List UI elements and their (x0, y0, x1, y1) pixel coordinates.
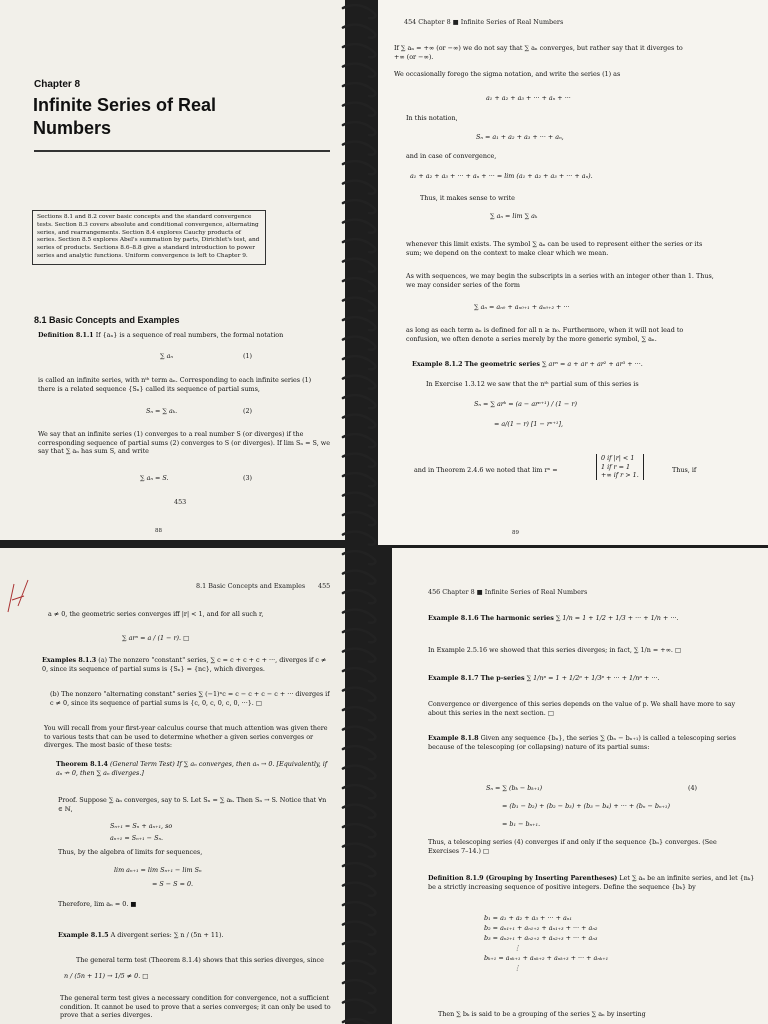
spiral-coil (343, 103, 376, 116)
spiral-coil (343, 376, 376, 389)
geometric-conclusion-text: a ≠ 0, the geometric series converges iff |r| < 1, and for all such r, (48, 610, 264, 618)
definition-8-1-1 (38, 331, 328, 340)
theorem-8-1-4 (56, 760, 332, 777)
case-3: +∞ if r > 1. (601, 471, 639, 480)
spiral-coil (343, 980, 376, 993)
telescoping-equation-2: = (b₁ − b₂) + (b₂ − b₃) + (b₃ − b₄) + ··· + (bₙ − bₙ₊₁) (502, 802, 670, 810)
example-equation: ∑ 1/nᵖ = 1 + 1/2ᵖ + 1/3ᵖ + ··· + 1/nᵖ + ···. (526, 674, 660, 682)
harmonic-divergence-text: In Example 2.5.16 we showed that this series diverges; in fact, ∑ 1/n = +∞. □ (428, 646, 682, 654)
spiral-coil (343, 824, 376, 837)
spiral-coil (343, 629, 376, 642)
chapter-label: Chapter 8 (34, 79, 81, 90)
series-expansion: a₁ + a₂ + a₃ + ··· + aₙ + ··· (486, 94, 571, 102)
example-equation: ∑ 1/n = 1 + 1/2 + 1/3 + ··· + 1/n + ···. (555, 614, 679, 622)
proof-equation-2: aₙ₊₁ = Sₙ₊₁ − Sₙ. (110, 834, 164, 842)
spiral-coil (343, 5, 376, 18)
theorem-text: (General Term Test) If ∑ aₙ converges, then aₙ → 0. [Equivalently, if aₙ ↛ 0, then ∑ aₙ diverges.] (56, 760, 328, 777)
running-header: 454 Chapter 8 ■ Infinite Series of Real Numbers (404, 18, 564, 26)
spiral-coil (343, 785, 376, 798)
spiral-coil (343, 161, 376, 174)
limit-equation-1: lim aₙ₊₁ = lim Sₙ₊₁ − lim Sₙ (114, 866, 202, 874)
partial-sum-equation: Sₙ = a₁ + a₂ + a₃ + ··· + aₙ, (476, 133, 564, 141)
geometric-sum-formula: ∑ arⁿ = a / (1 − r). □ (122, 634, 190, 642)
example-a-text: (a) The nonzero "constant" series, ∑ c = c + c + c + ···, diverges if c ≠ 0, since its sequence of partial sums is {Sₙ} = {nc}, which diverges. (42, 656, 327, 673)
spiral-coil (343, 844, 376, 857)
vertical-ellipsis: ⋮ (514, 943, 521, 952)
infinite-series-text: is called an infinite series, with nᵗʰ term aₙ. Corresponding to each infinite series (1) there is a related sequence {Sₙ} called its sequence of partial sums, (38, 376, 312, 393)
spiral-coil (343, 727, 376, 740)
spiral-coil (343, 688, 376, 701)
book-page-453 (0, 0, 345, 540)
spiral-coil (343, 961, 376, 974)
example-8-1-6 (428, 614, 748, 623)
spiral-coil (343, 83, 376, 96)
spiral-coil (343, 922, 376, 935)
geometric-partial-sum-simplified: = a/(1 − r) [1 − rⁿ⁺¹], (494, 420, 563, 428)
grouping-then-text: Then ∑ bₖ is said to be a grouping of the series ∑ aₙ by inserting (438, 1010, 646, 1018)
necessary-condition-text: The general term test gives a necessary condition for convergence, not a sufficient condition. It cannot be used to prove that a series converges; it can only be used to prove that a series diverges. (60, 994, 331, 1020)
spiral-coil (343, 551, 376, 564)
spiral-coil (343, 707, 376, 720)
notation-text: In this notation, (406, 114, 458, 122)
equation-2: Sₙ = ∑ aₖ. (146, 407, 178, 415)
spiral-binding (335, 0, 395, 1024)
book-page-454 (378, 0, 768, 545)
section-title: 8.1 Basic Concepts and Examples (34, 315, 180, 325)
telescoping-text: Thus, a telescoping series (4) converges if and only if the sequence {bₙ} converges. (See Exercises 7–14.) □ (428, 838, 717, 855)
spiral-coil (343, 278, 376, 291)
diverge-text: If ∑ aₙ = +∞ (or −∞) we do not say that ∑ aₙ converges, but rather say that it diverges to +∞ (or −∞). (394, 44, 683, 61)
printed-page-number: 453 (174, 498, 187, 506)
spiral-coil (343, 239, 376, 252)
spiral-coil (343, 766, 376, 779)
definition-title: (Grouping by Inserting Parentheses) (485, 874, 618, 882)
spiral-coil (343, 415, 376, 428)
spiral-coil (343, 1019, 376, 1024)
case-1: 0 if |r| < 1 (601, 454, 635, 462)
example-title: The p-series (480, 674, 525, 682)
example-label: Example 8.1.6 (428, 614, 479, 622)
book-page-455 (0, 548, 345, 1024)
book-page-456 (392, 548, 768, 1024)
spiral-coil (343, 805, 376, 818)
spiral-coil (343, 64, 376, 77)
spiral-coil (343, 902, 376, 915)
sum-limit-equation: ∑ aₙ = lim ∑ aₖ (490, 212, 538, 220)
sense-text: Thus, it makes sense to write (420, 194, 515, 202)
algebra-text: Thus, by the algebra of limits for sequences, (58, 848, 203, 856)
running-header: 8.1 Basic Concepts and Examples (196, 582, 306, 590)
limit-equation: a₁ + a₂ + a₃ + ··· + aₙ + ··· = lim (a₁ + a₂ + a₃ + ··· + aₙ). (410, 172, 593, 180)
definition-text: Let ∑ aₙ be an infinite series, and let {nₖ} be a strictly increasing sequence of positive integers. Define the sequence {bₖ} by (428, 874, 755, 891)
spiral-coil (343, 298, 376, 311)
b-equation-1: b₁ = a₁ + a₂ + a₃ + ··· + aₙ₁ (484, 914, 572, 922)
examples-label: Examples 8.1.3 (42, 656, 97, 664)
example-label: Example 8.1.7 (428, 674, 479, 682)
chapter-title-line2: Numbers (33, 118, 112, 138)
forego-text: We occasionally forego the sigma notation, and write the series (1) as (394, 70, 621, 78)
spiral-coil (343, 181, 376, 194)
grouping-equations (484, 914, 608, 974)
proof-equation-1: Sₙ₊₁ = Sₙ + aₙ₊₁, so (110, 822, 173, 830)
example-b-text: (b) The nonzero "alternating constant" series ∑ (−1)ⁿc = c − c + c − c + ··· diverges if c ≠ 0, since its sequence of partial sums is {c, 0, c, 0, c, 0, ···}. □ (50, 690, 330, 707)
b-equation-2: b₂ = aₙ₁₊₁ + aₙ₁₊₂ + aₙ₁₊₃ + ··· + aₙ₂ (484, 923, 598, 932)
spiral-coil (343, 571, 376, 584)
general-term-text: The general term test (Theorem 8.1.4) shows that this series diverges, since (76, 956, 324, 964)
spiral-coil (343, 941, 376, 954)
equation-3: ∑ aₙ = S. (140, 474, 169, 482)
sheet-number: 88 (155, 528, 162, 534)
example-8-1-8 (428, 734, 758, 751)
spiral-coil (343, 142, 376, 155)
definition-8-1-9 (428, 874, 758, 891)
spiral-coil (343, 590, 376, 603)
recall-text: You will recall from your first-year calculus course that much attention was given there to various tests that can be used to determine whether a given series converges or diverges. The most basic of these tests: (44, 724, 328, 750)
example-text: A divergent series: ∑ n / (5n + 11). (110, 931, 224, 939)
sheet-number: 89 (512, 530, 519, 536)
case-2: 1 if r = 1 (601, 462, 631, 471)
spiral-coil (343, 493, 376, 506)
proof-text: Proof. Suppose ∑ aₙ converges, say to S. Let Sₙ = ∑ aₖ. Then Sₙ → S. Notice that ∀n ∈ ℕ, (58, 796, 327, 813)
example-equation: ∑ arⁿ = a + ar + ar² + ar³ + ···. (541, 360, 643, 368)
spiral-coil (343, 25, 376, 38)
spiral-coil (343, 649, 376, 662)
example-label: Example 8.1.2 (412, 360, 463, 368)
example-label: Example 8.1.5 (58, 931, 109, 939)
spiral-coil (343, 220, 376, 233)
spiral-coil (343, 746, 376, 759)
geometric-partial-sum: Sₙ = ∑ arᵏ = (a − arⁿ⁺¹) / (1 − r) (474, 400, 577, 408)
spiral-coil (343, 317, 376, 330)
spiral-coil (343, 122, 376, 135)
example-8-1-5 (58, 931, 328, 940)
spiral-coil (343, 512, 376, 525)
subscripts-text: As with sequences, we may begin the subscripts in a series with an integer other than 1. Thus, we may consider series of the form (406, 272, 714, 289)
title-rule (34, 150, 330, 152)
spiral-coil (343, 610, 376, 623)
spiral-coil (343, 259, 376, 272)
equation-1: ∑ aₙ (160, 352, 173, 360)
handwritten-margin-note (4, 576, 34, 616)
spiral-coil (343, 200, 376, 213)
example-8-1-2 (412, 360, 732, 369)
example-text: Given any sequence {bₙ}, the series ∑ (bₙ − bₙ₊₁) is called a telescoping series because of the telescoping (or collapsing) nature of its partial sums: (428, 734, 736, 751)
b-equation-k: bₖ₊₁ = aₙₖ₊₁ + aₙₖ₊₂ + aₙₖ₊₃ + ··· + aₙₖ₊₁ (484, 953, 609, 962)
limit-cases (596, 454, 644, 480)
intro-box: Sections 8.1 and 8.2 cover basic concepts and the standard convergence tests. Section 8.3 covers absolute and conditional convergence, alternating series, and rearrangements. Section 8.4 explores Cauchy products of series. Section 8.5 explores Abel's summation by parts, Dirichlet's test, and series of products. Sections 8.6–8.8 give a standard introduction to power series and analytic functions. Uniform convergence is left to Chapter 9. (32, 210, 266, 265)
equation-2-tag: (2) (243, 407, 253, 415)
spiral-coil (343, 532, 376, 545)
theorem-reference-text: and in Theorem 2.4.6 we noted that lim rⁿ = (414, 466, 558, 474)
whenever-text: whenever this limit exists. The symbol ∑ aₙ can be used to represent either the series or its sum; we depend on the context to make clear which we mean. (406, 240, 703, 257)
spiral-coil (343, 473, 376, 486)
spiral-coil (343, 1000, 376, 1013)
running-header: 456 Chapter 8 ■ Infinite Series of Real Numbers (428, 588, 588, 596)
theorem-label: Theorem 8.1.4 (56, 760, 108, 768)
convergence-definition-text: We say that an infinite series (1) converges to a real number S (or diverges) if the corresponding sequence of partial sums (2) converges to S (or diverges). If lim Sₙ = S, we say that ∑ aₙ has sum S, and write (38, 430, 331, 456)
example-title: The geometric series (464, 360, 540, 368)
spiral-coil (343, 356, 376, 369)
spiral-coil (343, 454, 376, 467)
exercise-reference-text: In Exercise 1.3.12 we saw that the nᵗʰ partial sum of this series is (426, 380, 639, 388)
chapter-title-line1: Infinite Series of Real (33, 95, 217, 115)
definition-text: If {aₙ} is a sequence of real numbers, the formal notation (95, 331, 284, 339)
equation-1-tag: (1) (243, 352, 253, 360)
spiral-coil (343, 337, 376, 350)
example-label: Example 8.1.8 (428, 734, 479, 742)
page-number: 455 (318, 582, 331, 590)
spiral-coil (343, 395, 376, 408)
telescoping-equation-3: = b₁ − bₙ₊₁. (502, 820, 541, 828)
examples-8-1-3 (42, 656, 332, 673)
case-text: and in case of convergence, (406, 152, 497, 160)
p-series-text: Convergence or divergence of this series depends on the value of p. We shall have more to say about this series in the next section. □ (428, 700, 736, 717)
equation-3-tag: (3) (243, 474, 253, 482)
thus-if-text: Thus, if (672, 466, 697, 474)
definition-label: Definition 8.1.1 (38, 331, 94, 339)
n0-series-equation: ∑ aₙ = aₙ₀ + aₙ₀₊₁ + aₙ₀₊₂ + ··· (474, 303, 570, 311)
general-term-equation: n / (5n + 11) → 1/5 ≠ 0. □ (64, 972, 149, 980)
example-title: The harmonic series (480, 614, 554, 622)
defined-text: as long as each term aₙ is defined for all n ≥ n₀. Furthermore, when it will not lead to confusion, we often denote a series merely by the more generic symbol, ∑ aₙ. (406, 326, 684, 343)
spiral-coil (343, 44, 376, 57)
b-equation-3: b₃ = aₙ₂₊₁ + aₙ₂₊₂ + aₙ₂₊₃ + ··· + aₙ₃ (484, 933, 598, 942)
limit-equation-2: = S − S = 0. (152, 880, 194, 888)
spiral-coil (343, 668, 376, 681)
spiral-coil (343, 863, 376, 876)
example-8-1-7 (428, 674, 758, 683)
spiral-coil (343, 434, 376, 447)
telescoping-tag: (4) (688, 784, 698, 792)
definition-label: Definition 8.1.9 (428, 874, 484, 882)
telescoping-equation-1: Sₙ = ∑ (bₖ − bₖ₊₁) (486, 784, 543, 792)
therefore-text: Therefore, lim aₙ = 0. ■ (58, 900, 137, 908)
vertical-ellipsis: ⋮ (514, 963, 521, 972)
spiral-coil (343, 883, 376, 896)
